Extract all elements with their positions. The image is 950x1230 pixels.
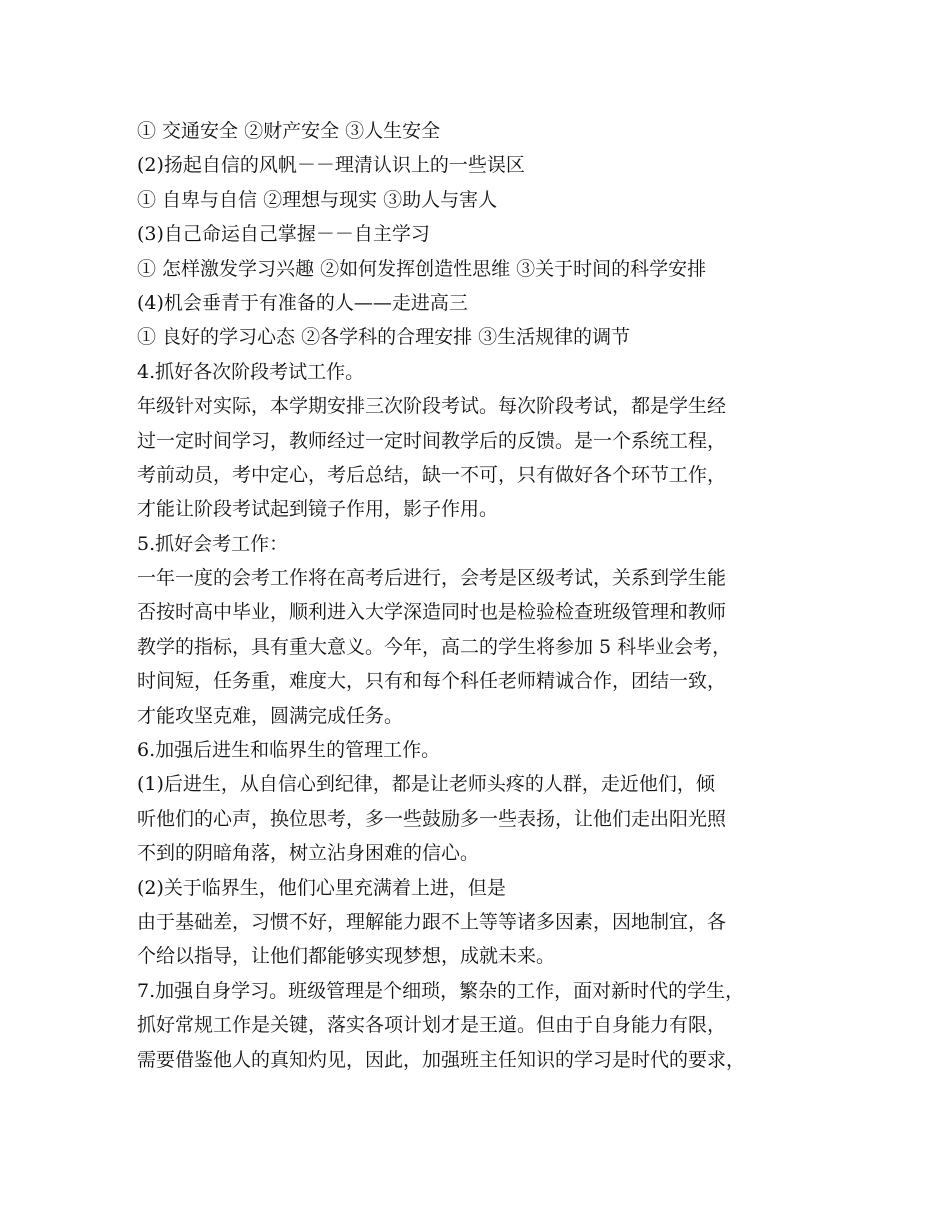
text-line: (2)关于临界生，他们心里充满着上进，但是: [137, 876, 506, 899]
text-line: 不到的阴暗角落，树立沾身困难的信心。: [137, 842, 480, 865]
text-line: 才能让阶段考试起到镜子作用，影子作用。: [137, 498, 499, 521]
text-line: 才能攻坚克难，圆满完成任务。: [137, 704, 404, 727]
text-line: (1)后进生，从自信心到纪律，都是让老师头疼的人群，走近他们，倾: [137, 773, 715, 796]
text-line: 否按时高中毕业，顺利进入大学深造同时也是检验检查班级管理和教师: [137, 601, 727, 624]
text-line: 个给以指导，让他们都能够实现梦想，成就未来。: [137, 945, 556, 968]
text-line: 过一定时间学习，教师经过一定时间教学后的反馈。是一个系统工程，: [137, 429, 727, 452]
section-heading: 7.加强自身学习。班级管理是个细琐，繁杂的工作，面对新时代的学生，: [137, 979, 745, 1002]
text-line: (2)扬起自信的风帆－－理清认识上的一些误区: [137, 154, 525, 177]
text-line: 抓好常规工作是关键，落实各项计划才是王道。但由于自身能力有限，: [137, 1014, 727, 1037]
text-line: 听他们的心声，换位思考，多一些鼓励多一些表扬，让他们走出阳光照: [137, 807, 727, 830]
text-line: (3)自己命运自己掌握－－自主学习: [137, 223, 430, 246]
text-line: ① 自卑与自信 ②理想与现实 ③助人与害人: [137, 188, 498, 211]
text-line: ① 良好的学习心态 ②各学科的合理安排 ③生活规律的调节: [137, 326, 631, 349]
section-heading: 4.抓好各次阶段考试工作。: [137, 360, 365, 383]
text-line: 时间短，任务重，难度大，只有和每个科任老师精诚合作，团结一致，: [137, 670, 727, 693]
text-line: 由于基础差，习惯不好，理解能力跟不上等等诸多因素，因地制宜，各: [137, 910, 727, 933]
text-line: ① 交通安全 ②财产安全 ③人生安全: [137, 120, 441, 142]
section-heading: 5.抓好会考工作：: [137, 532, 289, 555]
text-line: 年级针对实际，本学期安排三次阶段考试。每次阶段考试，都是学生经: [137, 395, 727, 418]
section-heading: 6.加强后进生和临界生的管理工作。: [137, 739, 441, 762]
text-line: (4)机会垂青于有准备的人——走进高三: [137, 291, 468, 314]
document-body: [137, 114, 837, 1077]
text-line: 一年一度的会考工作将在高考后进行，会考是区级考试，关系到学生能: [137, 567, 727, 590]
text-line: 教学的指标，具有重大意义。今年，高二的学生将参加 5 科毕业会考，: [137, 635, 732, 658]
text-line: ① 怎样激发学习兴趣 ②如何发挥创造性思维 ③关于时间的科学安排: [137, 257, 707, 280]
text-line: 考前动员，考中定心，考后总结，缺一不可，只有做好各个环节工作，: [137, 463, 727, 486]
text-line: 需要借鉴他人的真知灼见，因此，加强班主任知识的学习是时代的要求，: [137, 1048, 746, 1071]
